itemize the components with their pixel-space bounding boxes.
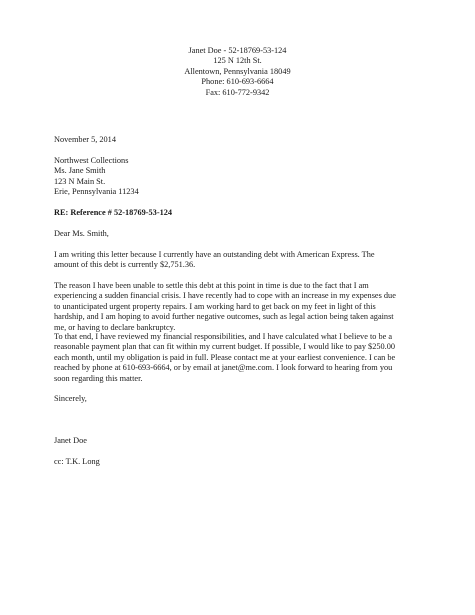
- body-paragraph-3: [54, 332, 434, 384]
- sender-phone: Phone: 610-693-6664: [201, 77, 274, 87]
- paragraph-line: The reason I have been unable to settle this debt at this point in time is due to the fact that I am: [54, 281, 369, 290]
- paragraph-line: me, or having to declare bankruptcy.: [54, 322, 176, 332]
- paragraph-line: each month, until my obligation is paid in full. Please contact me at your earliest convenience. I can be: [54, 352, 396, 362]
- paragraph-line: reached by phone at 610-693-6664, or by email at janet@me.com. I look forward to hearing from you: [54, 363, 393, 373]
- body-paragraph-2: [54, 281, 434, 333]
- paragraph-line: reasonable payment plan that can fit within my current budget. If possible, I would like to pay $250.00: [54, 342, 396, 352]
- recipient-street: 123 N Main St.: [54, 176, 106, 186]
- signature-name: Janet Doe: [54, 436, 87, 445]
- paragraph-line: I am writing this letter because I currently have an outstanding debt with American Express. The: [54, 250, 375, 259]
- cc-line: cc: T.K. Long: [54, 457, 100, 466]
- sender-fax: Fax: 610-772-9342: [205, 87, 270, 97]
- paragraph-line: amount of this debt is currently $2,751.36.: [54, 260, 196, 270]
- paragraph-line: experiencing a sudden financial crisis. I have recently had to cope with an increase in my expenses due: [54, 291, 396, 301]
- reference-line: RE: Reference # 52-18769-53-124: [54, 208, 173, 217]
- paragraph-line: To that end, I have reviewed my financial responsibilities, and I have calculated what I believe to be a: [54, 332, 393, 341]
- paragraph-line: soon regarding this matter.: [54, 373, 143, 383]
- recipient-company: Northwest Collections: [54, 156, 129, 165]
- recipient-block: [54, 156, 139, 198]
- sender-block: [0, 46, 475, 98]
- body-paragraph-1: [54, 250, 434, 271]
- closing: Sincerely,: [54, 394, 87, 403]
- letter-date: November 5, 2014: [54, 135, 116, 144]
- sender-name-line: Janet Doe - 52-18769-53-124: [188, 46, 287, 55]
- recipient-city-state-zip: Erie, Pennsylvania 11234: [54, 187, 139, 197]
- salutation: Dear Ms. Smith,: [54, 229, 109, 238]
- recipient-name: Ms. Jane Smith: [54, 166, 106, 176]
- sender-street: 125 N 12th St.: [213, 56, 262, 66]
- paragraph-line: to unanticipated urgent property repairs. I am working hard to get back on my feet in light of this: [54, 301, 376, 311]
- sender-city-state-zip: Allentown, Pennsylvania 18049: [184, 66, 291, 76]
- paragraph-line: hardship, and I am hoping to avoid further negative outcomes, such as legal action being taken against: [54, 312, 394, 322]
